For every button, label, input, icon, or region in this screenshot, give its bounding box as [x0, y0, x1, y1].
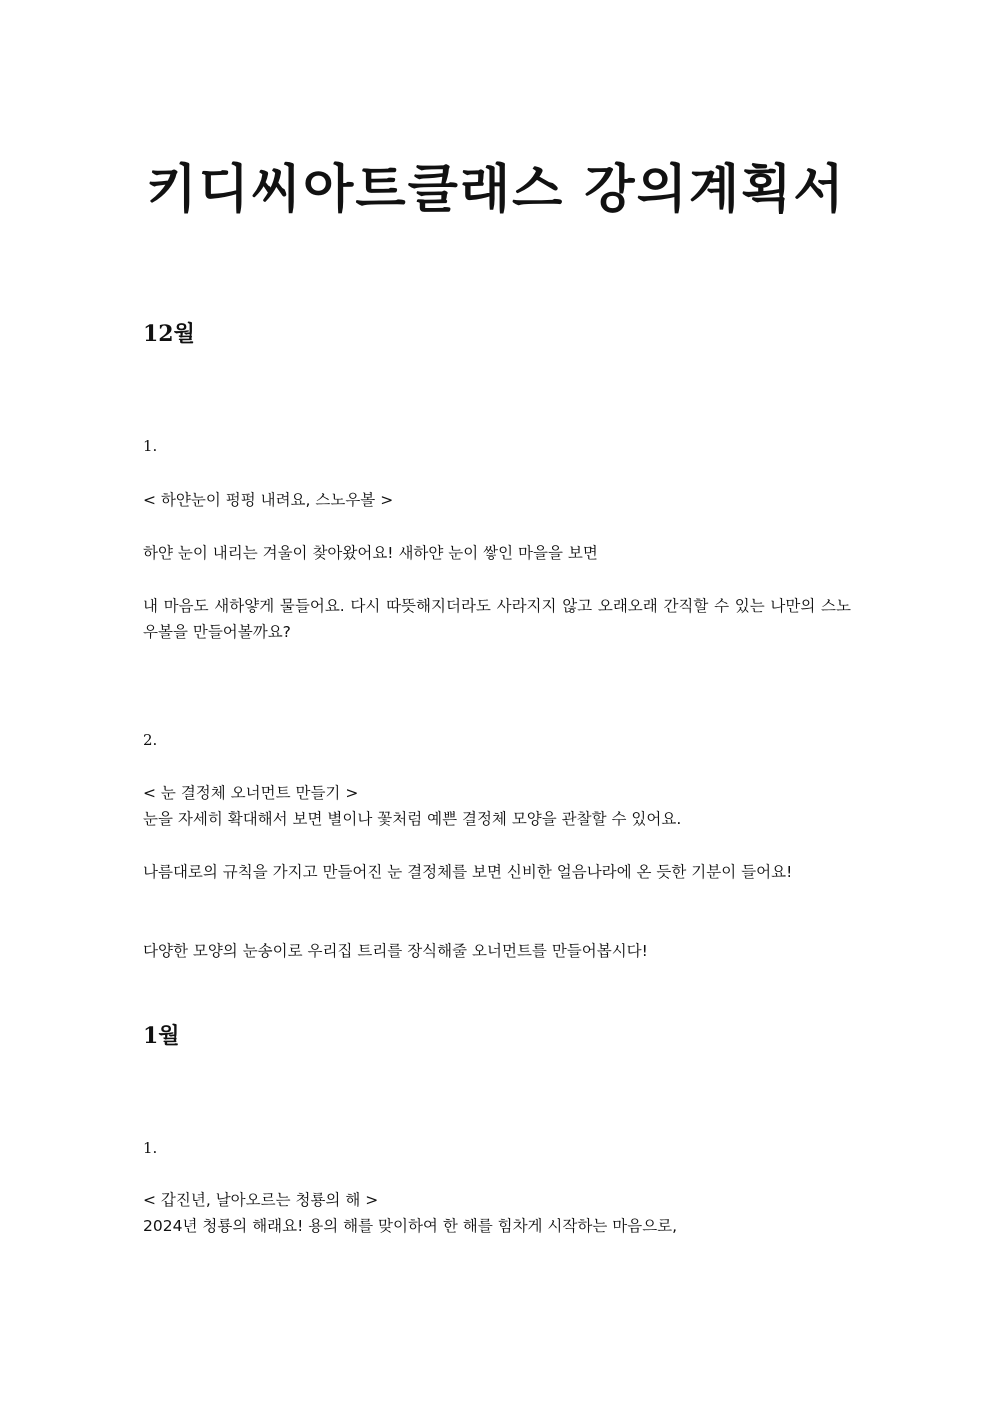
- item-number: 2.: [143, 731, 158, 749]
- item-paragraph: 눈을 자세히 확대해서 보면 별이나 꽃처럼 예쁜 결정체 모양을 관찰할 수 있어요.: [143, 810, 682, 828]
- item-number: 1.: [143, 1139, 158, 1157]
- section-month-january: 1월: [143, 1023, 180, 1049]
- item-paragraph: 내 마음도 새하얗게 물들어요. 다시 따뜻해지더라도 사라지지 않고 오래오래 간직할 수 있는 나만의 스노우볼을 만들어볼까요?: [143, 597, 851, 641]
- item-number: 1.: [143, 437, 158, 455]
- item-paragraph: 하얀 눈이 내리는 겨울이 찾아왔어요! 새하얀 눈이 쌓인 마을을 보면: [143, 544, 598, 562]
- document-title: 키디씨아트클래스 강의계획서: [146, 159, 846, 220]
- item-paragraph: 나름대로의 규칙을 가지고 만들어진 눈 결정체를 보면 신비한 얼음나라에 온 듯한 기분이 들어요!: [143, 863, 793, 881]
- item-paragraph: 다양한 모양의 눈송이로 우리집 트리를 장식해줄 오너먼트를 만들어봅시다!: [143, 942, 648, 960]
- item-heading-snow-crystal: < 눈 결정체 오너먼트 만들기 >: [143, 784, 359, 802]
- item-heading-snowball: < 하얀눈이 펑펑 내려요, 스노우볼 >: [143, 491, 394, 509]
- item-paragraph: 2024년 청룡의 해래요! 용의 해를 맞이하여 한 해를 힘차게 시작하는 마음으로,: [143, 1217, 678, 1235]
- section-month-december: 12월: [143, 321, 195, 347]
- item-heading-blue-dragon: < 갑진년, 날아오르는 청룡의 해 >: [143, 1191, 379, 1209]
